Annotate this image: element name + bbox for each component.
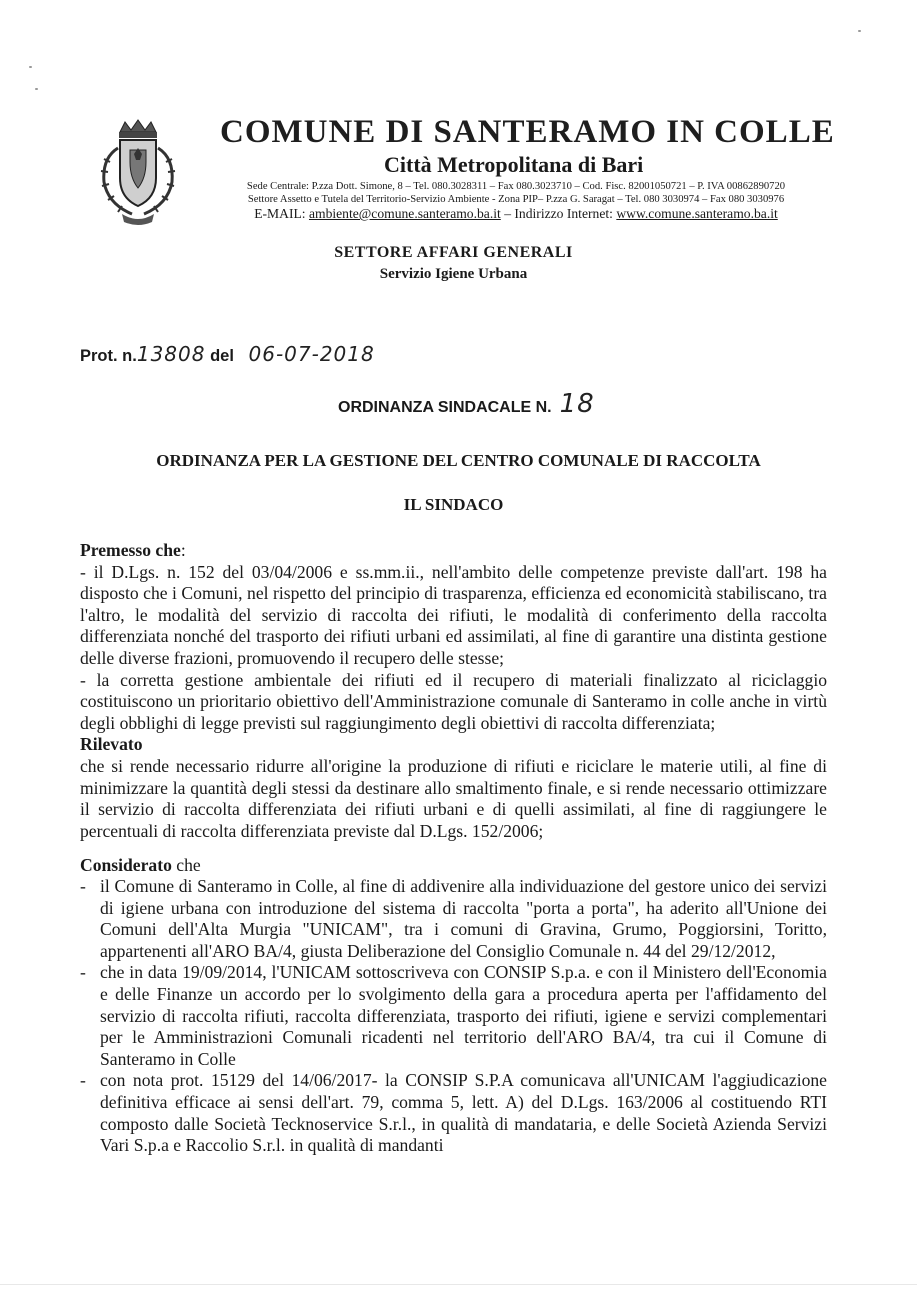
sector-contacts: Settore Assetto e Tutela del Territorio-Servizio Ambiente - Zona PIP– P.zza G. Saragat – Tel. 080 3030974 – Fax 080 3030976	[247, 194, 785, 205]
considerato-heading: Considerato	[80, 855, 172, 875]
considerato-suffix: che	[171, 855, 201, 875]
list-item: - con nota prot. 15129 del 14/06/2017- la CONSIP S.P.A comunicava all'UNICAM l'aggiudicazione definitiva efficace ai sensi dell'art. 79, comma 5, lett. A) del D.Lgs. 163/2006 al costituendo RTI composto dalle Società Tecknoservice S.r.l., in qualità di mandataria, e delle Società Azienda Servizi Vari S.p.a e Raccolio S.r.l. in qualità di mandanti	[80, 1070, 827, 1156]
servizio-heading: Servizio Igiene Urbana	[379, 266, 528, 282]
del-label: del	[210, 347, 234, 365]
email-link[interactable]: ambiente@comune.santeramo.ba.it	[308, 206, 501, 221]
contact-line	[196, 206, 836, 222]
municipality-name: COMUNE DI SANTERAMO IN COLLE	[220, 114, 835, 150]
ordinance-number: 18	[559, 389, 595, 419]
scan-speck	[29, 66, 32, 68]
scan-edge	[0, 1284, 917, 1285]
premesso-paragraph: - la corretta gestione ambientale dei rifiuti ed il recupero di materiali finalizzato al riciclaggio costituiscono un prioritario obiettivo dell'Amministrazione comunale di Santeramo in colle anche in virtù degli obblighi di legge previsti sul raggiungimento degli obiettivi di raccolta differenziata;	[80, 669, 827, 733]
settore-heading: SETTORE AFFARI GENERALI	[334, 244, 573, 261]
internet-label: – Indirizzo Internet:	[504, 206, 613, 221]
il-sindaco-heading: IL SINDACO	[403, 495, 504, 514]
metropolitan-city: Città Metropolitana di Bari	[384, 152, 644, 177]
premesso-heading: Premesso che:	[80, 540, 186, 560]
scan-speck	[35, 88, 38, 90]
headquarters-contacts: Sede Centrale: P.zza Dott. Simone, 8 – Tel. 080.3028311 – Fax 080.3023710 – Cod. Fisc. 82001050721 – P. IVA 00862890720	[246, 181, 786, 192]
scan-speck	[858, 30, 861, 32]
rilevato-paragraph: che si rende necessario ridurre all'origine la produzione di rifiuti e riciclare le materie utili, al fine di minimizzare la quantità degli stessi da destinare allo smaltimento finale, e si rende necessario ottimizzare il servizio di raccolta differenziata dei rifiuti urbani e di quelli assimilati, al fine di raggiungere le percentuali di raccolta differenziata previste dal D.Lgs. 152/2006;	[80, 755, 827, 841]
considerato-list	[80, 876, 827, 1157]
premesso-paragraph: - il D.Lgs. n. 152 del 03/04/2006 e ss.mm.ii., nell'ambito delle competenze previste dall'art. 198 ha disposto che i Comuni, nel rispetto del principio di trasparenza, efficienza ed economicità stabiliscano, tra l'altro, le modalità del servizio di raccolta dei rifiuti, le modalità di conferimento della raccolta differenziata nonché del trasporto dei rifiuti urbani ed assimilati, al fine di garantire una distinta gestione delle diverse frazioni, promuovendo il recupero delle stesse;	[80, 561, 827, 668]
ordinance-label: ORDINANZA SINDACALE N.	[338, 399, 552, 416]
rilevato-heading: Rilevato	[80, 734, 143, 755]
prot-date: 06-07-2018	[248, 342, 375, 366]
ordinance-number-line	[338, 389, 595, 419]
email-label: E-MAIL:	[254, 206, 306, 221]
prot-label: Prot. n.	[80, 347, 137, 365]
document-title: ORDINANZA PER LA GESTIONE DEL CENTRO COMUNALE DI RACCOLTA	[156, 451, 761, 470]
website-link[interactable]: www.comune.santeramo.ba.it	[616, 206, 778, 221]
list-item: - il Comune di Santeramo in Colle, al fine di addivenire alla individuazione del gestore unico dei servizi di igiene urbana con introduzione del sistema di raccolta "porta a porta", ha aderito all'Unione dei Comuni dell'Alta Murgia "UNICAM", tra i comuni di Gravina, Grumo, Poggiorsini, Toritto, appartenenti all'ARO BA/4, giusta Deliberazione del Consiglio Comunale n. 44 del 29/12/2012,	[80, 876, 827, 961]
protocol-line	[80, 342, 375, 366]
premesso-section	[80, 540, 827, 842]
coat-of-arms-icon	[92, 118, 184, 230]
list-item: - che in data 19/09/2014, l'UNICAM sottoscriveva con CONSIP S.p.a. e con il Ministero dell'Economia e delle Finanze un accordo per lo svolgimento della gara a procedura aperta per l'affidamento del servizio di raccolta rifiuti, raccolta differenziata, trasporto dei rifiuti, igiene e servizi complementari per le Amministrazioni Comunali ricadenti nel territorio dell'ARO BA/4, tra cui il Comune di Santeramo in Colle	[80, 962, 827, 1069]
prot-number: 13808	[136, 342, 206, 366]
considerato-heading-line	[80, 855, 827, 877]
